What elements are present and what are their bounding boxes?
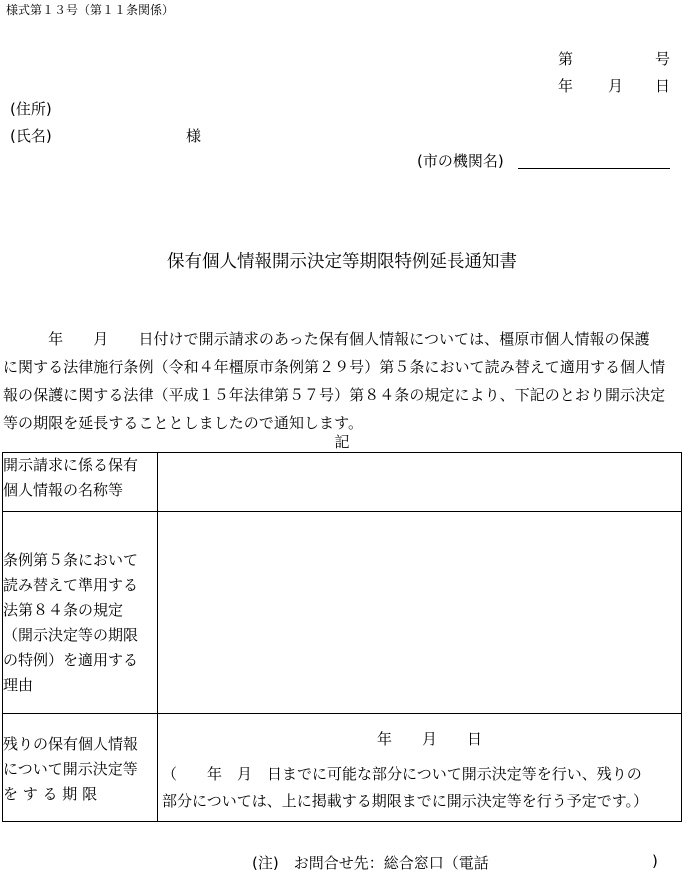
label-line: 個人情報の名称等 — [3, 481, 124, 499]
row2-value — [158, 512, 682, 714]
table-row — [3, 512, 682, 714]
doc-no-suffix: 号 — [654, 50, 670, 68]
deadline-date: 年 月 日 — [376, 730, 482, 748]
table-row — [3, 453, 682, 512]
note-line: （ 年 月 日までに可能な部分について開示決定等を行い、残りの — [162, 765, 642, 783]
body-line: 報の保護に関する法律（平成１５年法律第５７号）第８４条の規定により、下記のとおり開示決定 — [3, 386, 666, 404]
label-line: （開示決定等の期限 — [3, 626, 139, 644]
body-line: 年 月 日付けで開示請求のあった保有個人情報については、橿原市個人情報の保護 — [3, 330, 650, 348]
row3-label — [3, 714, 158, 822]
date-month: 月 — [608, 77, 624, 95]
label-line: 開示請求に係る保有 — [3, 456, 139, 474]
label-line: 条例第５条において — [3, 551, 139, 569]
table-row — [3, 714, 682, 822]
row3-value — [158, 714, 682, 822]
sender-org-label: (市の機関名) — [417, 152, 504, 170]
document-title: 保有個人情報開示決定等期限特例延長通知書 — [167, 252, 517, 272]
note-line: 部分については、上に掲載する期限までに開示決定等を行う予定です。） — [162, 792, 649, 810]
label-line: 理由 — [3, 676, 34, 694]
document-date — [550, 75, 670, 95]
recipient-honorific: 様 — [186, 127, 202, 145]
recipient-address-label: (住所) — [10, 100, 52, 118]
label-line: 残りの保有個人情報 — [3, 735, 139, 753]
date-year: 年 — [558, 77, 574, 95]
body-line: に関する法律施行条例（令和４年橿原市条例第２９号）第５条において読み替えて適用する個人情 — [3, 358, 666, 376]
form-number: 様式第１３号（第１１条関係） — [6, 3, 175, 17]
label-line: について開示決定等 — [3, 760, 138, 778]
label-line: の特例）を適用する — [3, 651, 139, 669]
recipient-name-label: (氏名) — [10, 127, 52, 145]
body-line: 等の期限を延長することとしましたので通知します。 — [3, 414, 364, 432]
contact-close-paren: ) — [652, 852, 658, 870]
deadline-note — [158, 761, 681, 815]
label-line: 読み替えて準用する — [3, 576, 139, 594]
ki-heading: 記 — [334, 433, 350, 451]
row1-value — [158, 453, 682, 512]
sender-org-underline — [518, 168, 670, 169]
label-line: を す る 期 限 — [3, 785, 98, 803]
contact-note: (注) お問合せ先：総合窓口（電話 — [252, 854, 489, 872]
doc-no-prefix: 第 — [558, 50, 574, 68]
body-paragraph — [3, 325, 679, 437]
row2-label — [3, 512, 158, 714]
details-table — [2, 452, 682, 822]
label-line: 法第８４条の規定 — [3, 601, 124, 619]
date-day: 日 — [654, 77, 670, 95]
document-number — [550, 48, 670, 68]
row1-label — [3, 453, 158, 512]
